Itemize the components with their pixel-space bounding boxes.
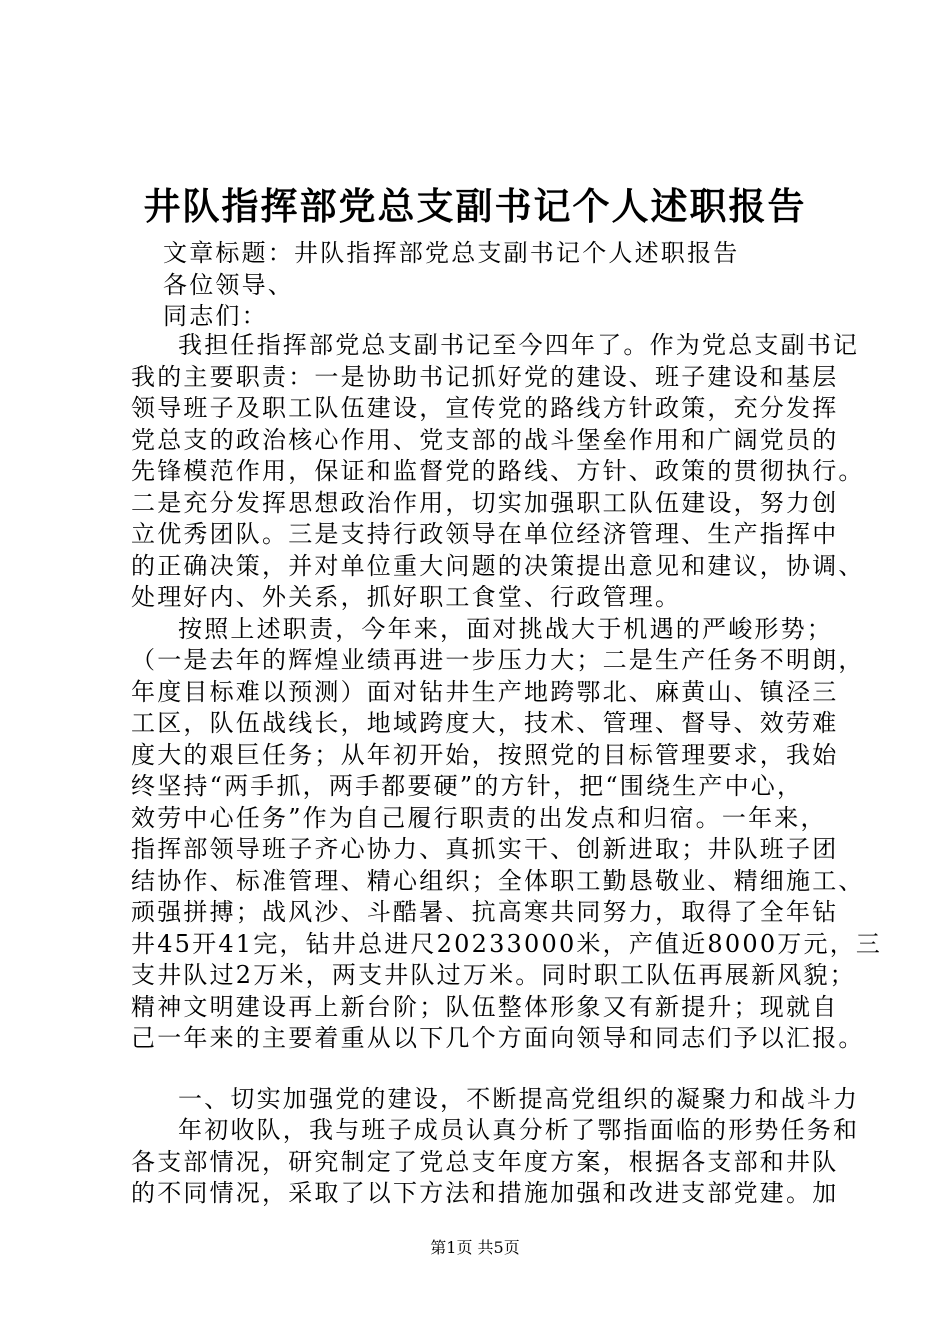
- text-line: 年度目标难以预测）面对钻井生产地跨鄂北、麻黄山、镇泾三: [131, 677, 839, 706]
- text-line: 终坚持“两手抓，两手都要硬”的方针，把“围绕生产中心，: [131, 772, 804, 800]
- text-line: 精神文明建设再上新台阶；队伍整体形象又有新提升；现就自: [131, 992, 839, 1021]
- text-line: 先锋模范作用，保证和监督党的路线、方针、政策的贯彻执行。: [131, 457, 865, 485]
- text-line: 工区，队伍战线长，地域跨度大，技术、管理、督导、效劳难: [131, 709, 839, 737]
- paragraph-achievements: [131, 614, 883, 1055]
- text-line: 党总支的政治核心作用、党支部的战斗堡垒作用和广阔党员的: [131, 425, 839, 454]
- text-line: 年初收队，我与班子成员认真分析了鄂指面临的形势任务和: [178, 1116, 860, 1144]
- text-line: 领导班子及职工队伍建设，宣传党的路线方针政策，充分发挥: [131, 394, 839, 422]
- text-line: （一是去年的辉煌业绩再进一步压力大；二是生产任务不明朗，: [131, 646, 865, 674]
- text-line: 的不同情况，采取了以下方法和措施加强和改进支部党建。加: [131, 1179, 839, 1207]
- page-number: 第1页 共5页: [430, 1238, 520, 1257]
- text-line: 二是充分发挥思想政治作用，切实加强职工队伍建设，努力创: [131, 488, 839, 517]
- text-line: 我的主要职责：一是协助书记抓好党的建设、班子建设和基层: [131, 362, 839, 391]
- text-line: 处理好内、外关系，抓好职工食堂、行政管理。: [131, 583, 682, 611]
- document-body: [131, 330, 883, 1210]
- paragraph-party-building: [131, 1115, 860, 1210]
- text-line: 各支部情况，研究制定了党总支年度方案，根据各支部和井队: [131, 1147, 839, 1176]
- text-line: 按照上述职责，今年来，面对挑战大于机遇的严峻形势；: [178, 614, 833, 643]
- document-title: 井队指挥部党总支副书记个人述职报告: [143, 184, 807, 228]
- document-header: [163, 238, 739, 333]
- text-line: 度大的艰巨任务；从年初开始，按照党的目标管理要求，我始: [131, 740, 839, 769]
- article-title-line: 文章标题：井队指挥部党总支副书记个人述职报告: [163, 239, 740, 267]
- salutation-comrades: 同志们：: [163, 302, 268, 330]
- text-line: 己一年来的主要着重从以下几个方面向领导和同志们予以汇报。: [131, 1024, 865, 1052]
- paragraph-duties: [131, 330, 865, 614]
- text-line: 我担任指挥部党总支副书记至今四年了。作为党总支副书记: [178, 331, 860, 359]
- text-line: 井45开41完，钻井总进尺20233000米，产值近8000万元，三: [131, 929, 883, 958]
- paragraph-gap: [131, 1055, 851, 1084]
- text-line: 立优秀团队。三是支持行政领导在单位经济管理、生产指挥中: [131, 520, 839, 548]
- text-line: 效劳中心任务”作为自己履行职责的出发点和归宿。一年来，: [131, 803, 827, 832]
- text-line: 指挥部领导班子齐心协力、真抓实干、创新进取；井队班子团: [131, 835, 839, 863]
- text-line: 的正确决策，并对单位重大问题的决策提出意见和建议，协调、: [131, 551, 865, 580]
- text-line: 结协作、标准管理、精心组织；全体职工勤恳敬业、精细施工、: [131, 866, 865, 895]
- text-line: 支井队过2万米，两支井队过万米。同时职工队伍再展新风貌；: [131, 961, 856, 989]
- salutation-leaders: 各位领导、: [163, 270, 294, 299]
- text-line: 顽强拼搏；战风沙、斗酷暑、抗高寒共同努力，取得了全年钻: [131, 898, 839, 926]
- section-heading: 一、切实加强党的建设，不断提高党组织的凝聚力和战斗力: [178, 1084, 860, 1113]
